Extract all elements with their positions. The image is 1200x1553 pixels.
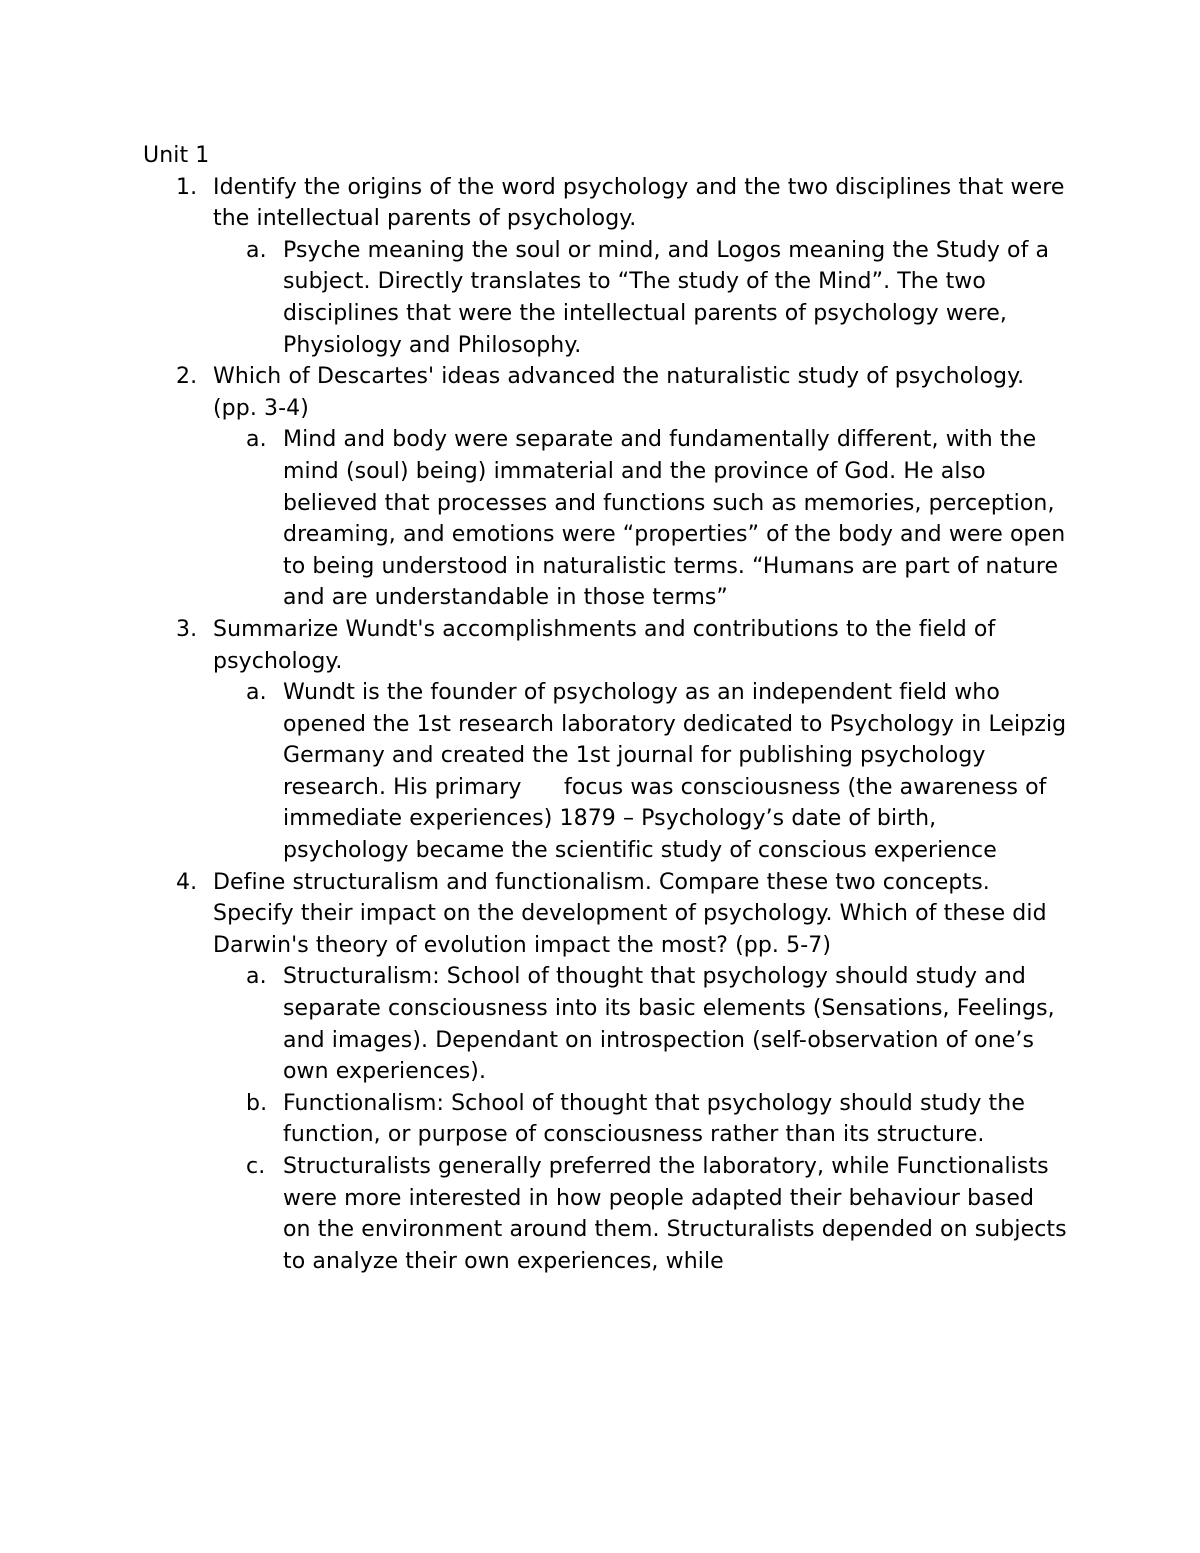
answer-letter: a.	[246, 964, 267, 990]
question-number: 4.	[176, 869, 198, 895]
answer-letter: b.	[246, 1090, 268, 1116]
answer-text: Structuralism: School of thought that psychology should study and separate consciousness into its basic elements (Sensations, Feelings, and images). Dependant on introspection (self-observation of one’s own experiences).	[283, 964, 1055, 1085]
question-item	[143, 614, 1074, 867]
answer-item	[213, 1088, 1068, 1151]
answer-letter: a.	[246, 237, 267, 263]
unit-heading: Unit 1	[143, 143, 210, 168]
answer-letter: c.	[246, 1154, 266, 1179]
answer-text: Structuralists generally preferred the laboratory, while Functionalists were more interested in how people adapted their behaviour based on the environment around them. Structuralists depended on subjects to analyze their own experiences, while	[283, 1154, 1067, 1274]
question-number: 2.	[176, 364, 198, 390]
document-content	[143, 140, 1074, 1277]
question-text: Identify the origins of the word psychology and the two disciplines that were the intellectual parents of psychology.	[213, 174, 1065, 232]
answer-text: Psyche meaning the soul or mind, and Logos meaning the Study of a subject. Directly translates to “The study of the Mind”. The two disciplines that were the intellectual parents of psychology were, Physiology and Philosophy.	[283, 237, 1050, 358]
question-item	[143, 172, 1068, 362]
answer-text: Wundt is the founder of psychology as an independent field who opened the 1st research laboratory dedicated to Psychology in Leipzig Germany and created the 1st journal for publishing psychology research. His primary focus was consciousness (the awareness of immediate experiences) 1879 – Psychology’s date of birth, psychology became the scientific study of conscious experience	[283, 680, 1074, 864]
question-number: 1.	[176, 174, 198, 200]
answer-item	[213, 1151, 1068, 1277]
question-text: Define structuralism and functionalism. Compare these two concepts. Specify their impact on the development of psychology. Which of these did Darwin's theory of evolution impact the most? (pp. 5-7)	[213, 869, 1047, 958]
answer-text: Mind and body were separate and fundamentally different, with the mind (soul) being) immaterial and the province of God. He also believed that processes and functions such as memories, perception, dreaming, and emotions were “properties” of the body and were open to being understood in naturalistic terms. “Humans are part of nature and are understandable in those terms”	[283, 427, 1066, 611]
answer-letter: a.	[246, 427, 267, 453]
answer-item	[213, 235, 1068, 361]
answer-item	[213, 961, 1068, 1087]
answer-text: Functionalism: School of thought that psychology should study the function, or purpose of consciousness rather than its structure.	[283, 1090, 1025, 1148]
question-text: Which of Descartes' ideas advanced the naturalistic study of psychology. (pp. 3-4)	[213, 364, 1025, 421]
question-item	[143, 361, 1068, 614]
answer-item	[213, 677, 1074, 867]
question-item	[143, 867, 1068, 1278]
answer-letter: a.	[246, 680, 267, 706]
answer-item	[213, 424, 1068, 614]
question-number: 3.	[176, 616, 198, 642]
question-text: Summarize Wundt's accomplishments and contributions to the field of psychology.	[213, 616, 996, 674]
